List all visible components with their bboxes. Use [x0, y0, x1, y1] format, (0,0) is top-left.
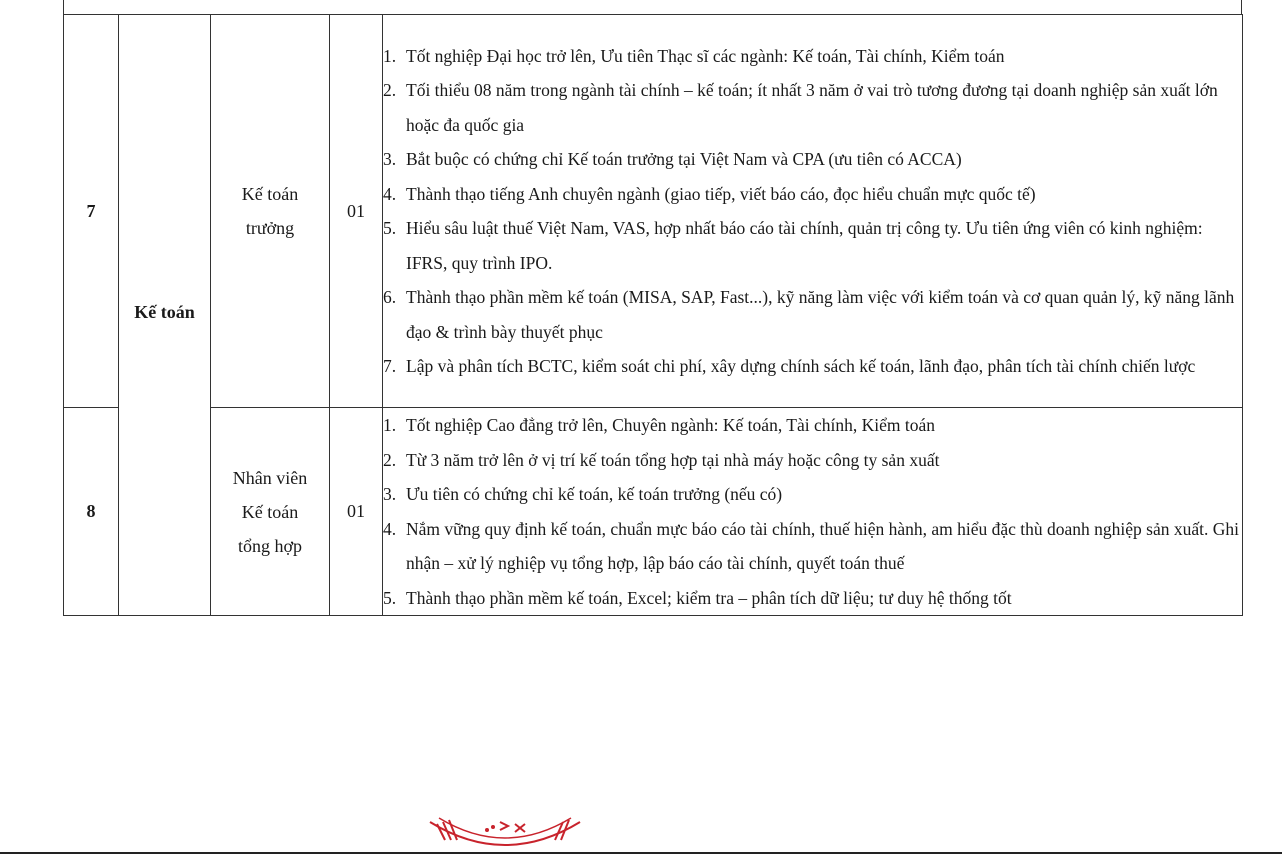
list-item: 2. Từ 3 năm trở lên ở vị trí kế toán tổng hợp tại nhà máy hoặc công ty sản xuất: [383, 449, 940, 470]
list-item: 4. Nắm vững quy định kế toán, chuẩn mực báo cáo tài chính, thuế hiện hành, am hiểu đặc thù doanh nghiệp sản xuất. Ghi nhận – xử lý nghiệp vụ tổng hợp, lập báo cáo tài chính, quyết toán thuế: [383, 518, 1239, 573]
list-item: 6. Thành thạo phần mềm kế toán (MISA, SAP, Fast...), kỹ năng làm việc với kiểm toán và cơ quan quản lý, kỹ năng lãnh đạo & trình bày thuyết phục: [383, 287, 1235, 342]
list-item: 3. Bắt buộc có chứng chỉ Kế toán trưởng tại Việt Nam và CPA (ưu tiên có ACCA): [383, 149, 962, 169]
position-line: Nhân viên: [232, 467, 308, 488]
table-top-edge: [63, 0, 1242, 14]
list-item: 5. Thành thạo phần mềm kế toán, Excel; kiểm tra – phân tích dữ liệu; tư duy hệ thống tốt: [383, 587, 1012, 608]
list-item: 1. Tốt nghiệp Cao đẳng trở lên, Chuyên ngành: Kế toán, Tài chính, Kiểm toán: [383, 415, 935, 435]
company-seal-icon: [425, 810, 585, 854]
position-line: Kế toán: [241, 501, 299, 522]
row-number: 8: [64, 408, 119, 616]
position-cell: [211, 408, 330, 616]
position-line: Kế toán: [241, 184, 299, 204]
table-row: [64, 15, 1243, 408]
list-item: 1. Tốt nghiệp Đại học trở lên, Ưu tiên Thạc sĩ các ngành: Kế toán, Tài chính, Kiểm toán: [383, 45, 1005, 66]
list-item: 5. Hiểu sâu luật thuế Việt Nam, VAS, hợp nhất báo cáo tài chính, quản trị công ty. Ưu tiên ứng viên có kinh nghiệm: IFRS, quy trình IPO.: [383, 218, 1203, 273]
requirements-list: [383, 39, 1242, 384]
position-cell: [211, 15, 330, 408]
department-cell: [119, 15, 211, 408]
requirements-list: [383, 408, 1242, 615]
position-line: trưởng: [245, 218, 295, 238]
position-line: tổng hợp: [237, 535, 303, 556]
department-label: Kế toán: [134, 301, 195, 322]
list-item: 3. Ưu tiên có chứng chỉ kế toán, kế toán trưởng (nếu có): [383, 484, 783, 504]
list-item: 2. Tối thiểu 08 năm trong ngành tài chính – kế toán; ít nhất 3 năm ở vai trò tương đương tại doanh nghiệp sản xuất lớn hoặc đa quốc gia: [383, 80, 1218, 135]
requirements-cell: [383, 408, 1243, 616]
requirements-cell: [383, 15, 1243, 408]
table-row: [64, 408, 1243, 616]
list-item: 4. Thành thạo tiếng Anh chuyên ngành (giao tiếp, viết báo cáo, đọc hiểu chuẩn mực quốc tế): [383, 183, 1036, 204]
requirements-table: [63, 14, 1243, 616]
quantity-cell: 01: [330, 15, 383, 408]
department-cell-continued: [119, 408, 211, 616]
list-item: 7. Lập và phân tích BCTC, kiểm soát chi phí, xây dựng chính sách kế toán, lãnh đạo, phân tích tài chính chiến lược: [383, 356, 1196, 376]
row-number: 7: [64, 15, 119, 408]
quantity-cell: 01: [330, 408, 383, 616]
